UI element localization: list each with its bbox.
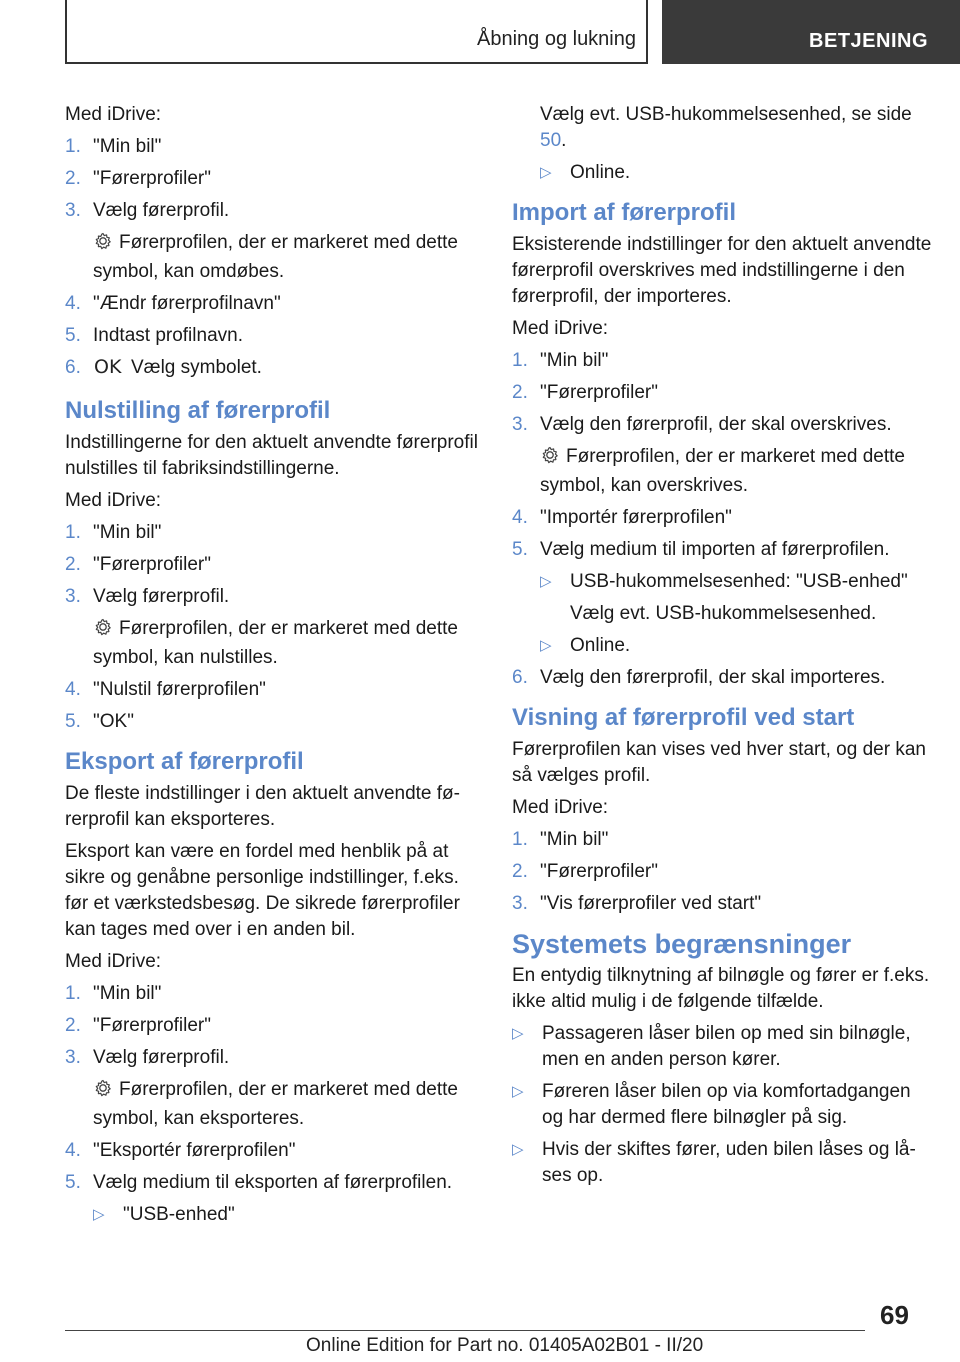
start-heading: Visning af førerprofil ved start [512, 704, 855, 731]
gear-icon [93, 617, 119, 645]
step-text: Vælg førerprofil. [93, 586, 230, 607]
list-item [65, 291, 480, 317]
rename-steps [65, 134, 480, 224]
gear-icon [540, 445, 566, 473]
list-item [65, 1170, 480, 1196]
list-item [65, 1138, 480, 1164]
export-bullet: ▷ "USB-enhed" [65, 1202, 480, 1228]
step-number: 4. [65, 293, 81, 314]
list-item [65, 1045, 480, 1071]
export-note: Førerprofilen, der er markeret med dette symbol, kan eksporteres. [93, 1079, 458, 1129]
triangle-bullet-icon: ▷ [512, 1141, 524, 1158]
triangle-bullet-icon: ▷ [93, 1206, 105, 1223]
step-text: Vælg den førerprofil, der skal overskrives. [540, 414, 892, 435]
step-text: Vælg medium til eksporten af førerprofilen. [93, 1172, 453, 1193]
gear-icon [93, 231, 119, 259]
step-text: "Min bil" [540, 829, 609, 850]
step-text: "Min bil" [93, 983, 162, 1004]
triangle-bullet-icon: ▷ [512, 1025, 524, 1042]
step-number: 2. [512, 861, 528, 882]
svg-text:OK: OK [94, 356, 122, 376]
export-desc-1: De fleste indstillinger i den aktuelt anvendte førerprofil kan eksporteres. [65, 783, 460, 830]
step-text: "Førerprofiler" [93, 168, 211, 189]
step-number: 3. [512, 893, 528, 914]
step-number: 2. [512, 382, 528, 403]
import-med-idrive: Med iDrive: [512, 318, 609, 339]
bullet-text: Hvis der skiftes fører, uden bilen låses og låses op. [542, 1139, 916, 1186]
list-item [65, 1013, 480, 1039]
list-item [512, 1137, 932, 1189]
import-steps [512, 348, 932, 438]
step-text: "Nulstil førerprofilen" [93, 679, 266, 700]
step-text: "Førerprofiler" [93, 554, 211, 575]
continued-bullet: ▷ Online. [512, 160, 932, 186]
step-text: Vælg førerprofil. [93, 200, 230, 221]
right-column [512, 102, 932, 1195]
reset-med-idrive: Med iDrive: [65, 490, 162, 511]
step-number: 1. [65, 522, 81, 543]
step-text: "Min bil" [540, 350, 609, 371]
start-med-idrive: Med iDrive: [512, 797, 609, 818]
triangle-bullet-icon: ▷ [512, 1083, 524, 1100]
step-text: "Min bil" [93, 522, 162, 543]
step-number: 1. [512, 829, 528, 850]
list-item [512, 1079, 932, 1131]
triangle-bullet-icon: ▷ [540, 637, 552, 654]
start-desc: Førerprofilen kan vises ved hver start, og der kan så vælges profil. [512, 739, 926, 786]
export-med-idrive: Med iDrive: [65, 951, 162, 972]
continued-text: Vælg evt. USB-hukommelsesenhed, se side 50. [540, 104, 912, 151]
ok-icon [93, 356, 131, 384]
import-bullet-1-sub: Vælg evt. USB-hukommelsesenhed. [570, 603, 877, 624]
list-item [512, 827, 932, 853]
list-item [512, 380, 932, 406]
step-number: 4. [512, 507, 528, 528]
step-number: 3. [65, 200, 81, 221]
list-item [512, 348, 932, 374]
step-text: "Førerprofiler" [93, 1015, 211, 1036]
list-item [65, 584, 480, 610]
step-number: 5. [65, 711, 81, 732]
list-item [65, 520, 480, 546]
import-heading: Import af førerprofil [512, 199, 737, 226]
footer-edition: Online Edition for Part no. 01405A02B01 - II/20 [306, 1335, 704, 1356]
limits-bullets [512, 1021, 932, 1189]
export-steps [65, 981, 480, 1071]
list-item [512, 891, 932, 917]
list-item [512, 412, 932, 438]
step-number: 4. [65, 1140, 81, 1161]
list-item [512, 1021, 932, 1073]
triangle-bullet-icon: ▷ [540, 164, 552, 181]
list-item [65, 166, 480, 192]
import-desc: Eksisterende indstillinger for den aktuelt anvendte førerprofil overskrives med indstillingerne i den førerprofil, der importeres. [512, 234, 932, 307]
reset-heading: Nulstilling af førerprofil [65, 397, 331, 424]
list-item [65, 198, 480, 224]
import-step-6: 6. Vælg den førerprofil, der skal importeres. [512, 667, 886, 688]
list-item [65, 981, 480, 1007]
step-text: "Førerprofiler" [540, 861, 658, 882]
start-steps [512, 827, 932, 917]
list-item [65, 552, 480, 578]
intro-med-idrive: Med iDrive: [65, 104, 162, 125]
list-item [512, 859, 932, 885]
bullet-text: Føreren låser bilen op via komfortadgangen og har dermed flere bilnøgler på sig. [542, 1081, 911, 1128]
list-item [65, 323, 480, 349]
step-text: "OK" [93, 711, 134, 732]
step-number: 3. [65, 586, 81, 607]
limits-desc: En entydig tilknytning af bilnøgle og fører er f.eks. ikke altid mulig i de følgende tilfælde. [512, 965, 930, 1012]
step-number: 2. [65, 1015, 81, 1036]
step-number: 5. [512, 539, 528, 560]
triangle-bullet-icon: ▷ [540, 573, 552, 590]
rename-note: Førerprofilen, der er markeret med dette symbol, kan omdøbes. [93, 232, 458, 282]
left-column [65, 102, 480, 1234]
rename-step-6: 6. OK Vælg symbolet. [65, 355, 480, 384]
header-chapter-tab: BETJENING [662, 0, 960, 64]
import-note: Førerprofilen, der er markeret med dette symbol, kan overskrives. [540, 446, 905, 496]
list-item [65, 677, 480, 703]
list-item [512, 505, 932, 531]
import-steps-2 [512, 505, 932, 563]
step-number: 5. [65, 325, 81, 346]
reset-note: Førerprofilen, der er markeret med dette symbol, kan nulstilles. [93, 618, 458, 668]
limits-heading: Systemets begrænsninger [512, 929, 852, 959]
step-number: 5. [65, 1172, 81, 1193]
export-heading: Eksport af førerprofil [65, 748, 304, 775]
step-text: "Min bil" [93, 136, 162, 157]
step-number: 1. [512, 350, 528, 371]
reset-steps [65, 520, 480, 610]
import-bullet-1: ▷ USB-hukommelsesenhed: "USB-enhed" [512, 569, 932, 595]
step-number: 1. [65, 983, 81, 1004]
page-number: 69 [880, 1300, 909, 1330]
list-item [512, 537, 932, 563]
list-item [65, 709, 480, 735]
step-text: "Vis førerprofiler ved start" [540, 893, 762, 914]
step-number: 4. [65, 679, 81, 700]
step-text: Vælg medium til importen af førerprofilen. [540, 539, 890, 560]
step-text: "Førerprofiler" [540, 382, 658, 403]
step-number: 2. [65, 554, 81, 575]
rename-steps-2 [65, 291, 480, 349]
step-number: 2. [65, 168, 81, 189]
list-item [65, 134, 480, 160]
export-steps-2 [65, 1138, 480, 1196]
step-text: "Eksportér førerprofilen" [93, 1140, 296, 1161]
step-text: "Ændr førerprofilnavn" [93, 293, 281, 314]
step-number: 3. [65, 1047, 81, 1068]
footer-divider [65, 1330, 865, 1331]
header-section-title: Åbning og lukning [476, 28, 636, 50]
export-desc-2: Eksport kan være en fordel med henblik på at sikre og genåbne personlige indstillinger, f.eks. før et værkstedsbesøg. De sikrede førerprofiler kan tages med over i en anden bil. [65, 841, 460, 940]
step-text: Vælg førerprofil. [93, 1047, 230, 1068]
step-text: Indtast profilnavn. [93, 325, 243, 346]
step-number: 3. [512, 414, 528, 435]
step-number: 1. [65, 136, 81, 157]
gear-icon [93, 1078, 119, 1106]
page-link[interactable]: 50 [540, 130, 562, 151]
bullet-text: Passageren låser bilen op med sin bilnøgle, men en anden person kører. [542, 1023, 911, 1070]
import-bullet-2: ▷ Online. [512, 633, 932, 659]
reset-desc: Indstillingerne for den aktuelt anvendte førerprofil nulstilles til fabriksindstillingerne. [65, 432, 478, 479]
step-text: "Importér førerprofilen" [540, 507, 732, 528]
reset-steps-2 [65, 677, 480, 735]
